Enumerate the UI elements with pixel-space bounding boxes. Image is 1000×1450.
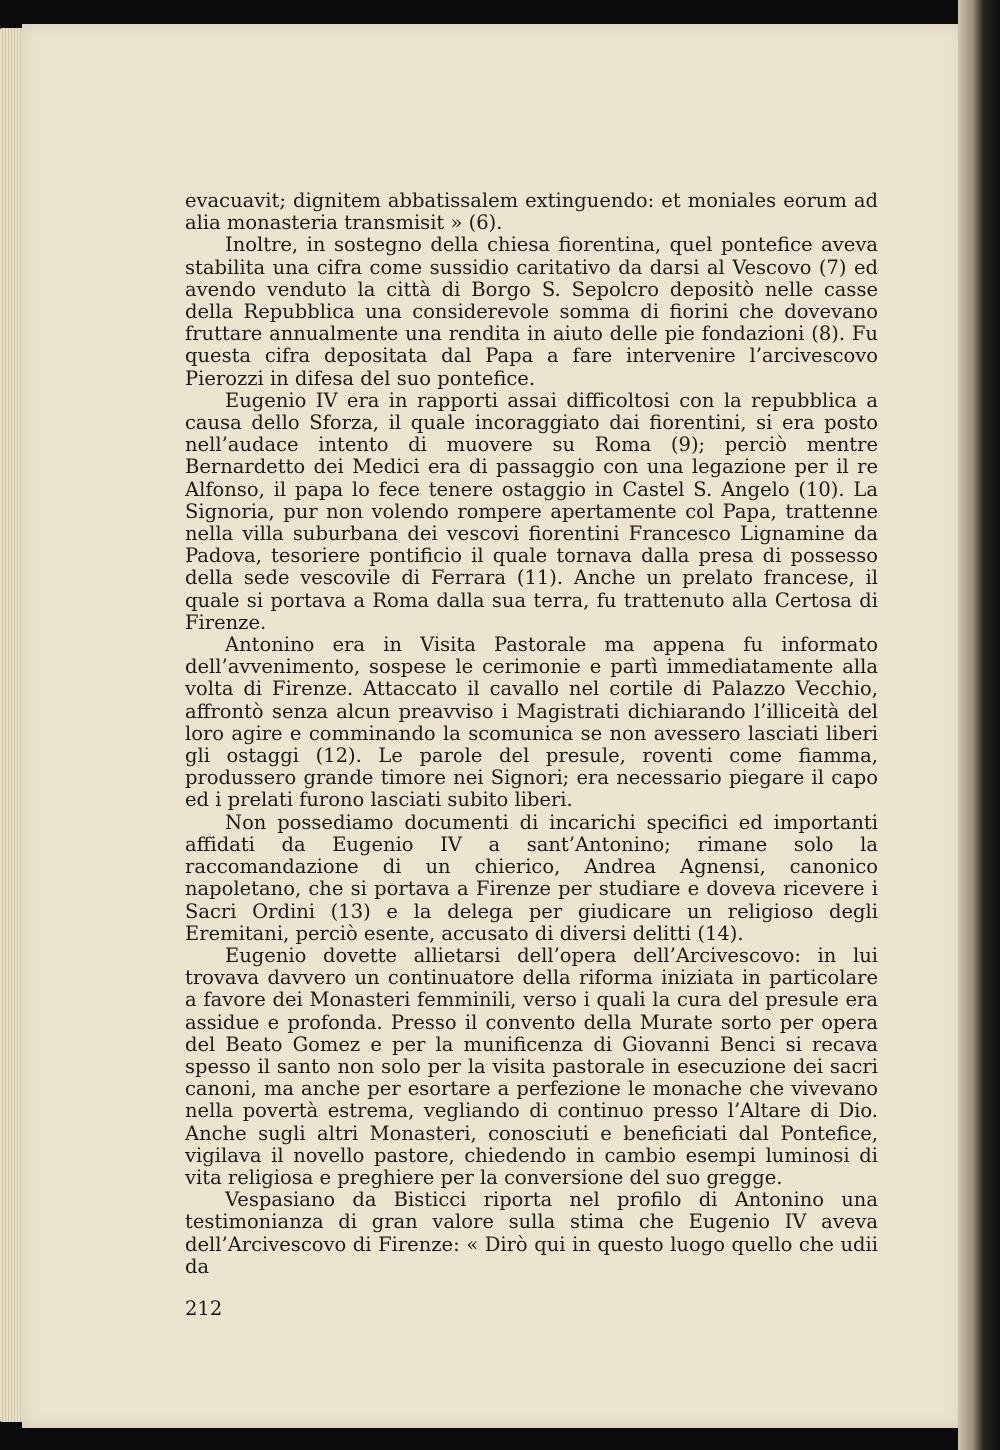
paragraph-continuation: evacuavit; dignitem abbatissalem extinguendo: et moniales eorum ad alia monasteria transmisit » (6). xyxy=(185,189,878,235)
book-binding xyxy=(958,0,1000,1450)
paragraph: Eugenio IV era in rapporti assai difficoltosi con la repubblica a causa dello Sforza, il quale incoraggiato dai fiorentini, si era posto nell’audace intento di muovere su Roma (9); perciò mentre Bernardetto dei Medici era di passaggio con una legazione per il re Alfonso, il papa lo fece tenere ostaggio in Castel S. Angelo (10). La Signoria, pur non volendo rompere apertamente col Papa, trattenne nella villa suburbana dei vescovi fiorentini Francesco Lignamine da Padova, tesoriere pontificio il quale tornava dalla presa di possesso della sede vescovile di Ferrara (11). Anche un prelato francese, il quale si portava a Roma dalla sua terra, fu trattenuto alla Certosa di Firenze. xyxy=(185,388,878,634)
paragraph: Eugenio dovette allietarsi dell’opera dell’Arcivescovo: in lui trovava davvero un continuatore della riforma iniziata in particolare a favore dei Monasteri femminili, verso i quali la cura del presule era assidue e profonda. Presso il convento della Murate sorto per opera del Beato Gomez e per la munificenza di Giovanni Benci si recava spesso il santo non solo per la visita pastorale in esecuzione dei sacri canoni, ma anche per esortare a perfezione le monache che vivevano nella povertà estrema, vegliando di continuo presso l’Altare di Dio. Anche sugli altri Monasteri, conosciuti e beneficiati dal Pontefice, vigilava il novello pastore, chiedendo in cambio esempi luminosi di vita religiosa e preghiere per la conversione del suo gregge. xyxy=(185,943,878,1189)
paragraph: Inoltre, in sostegno della chiesa fiorentina, quel pontefice aveva stabilita una cifra come sussidio caritativo da darsi al Vescovo (7) ed avendo venduto la città di Borgo S. Sepolcro depositò nelle casse della Repubblica una considerevole somma di fiorini che dovevano fruttare annualmente una rendita in aiuto delle pie fondazioni (8). Fu questa cifra depositata dal Papa a fare intervenire l’arcivescovo Pierozzi in difesa del suo pontefice. xyxy=(185,233,878,390)
body-text xyxy=(185,190,878,1278)
paragraph: Non possediamo documenti di incarichi specifici ed importanti affidati da Eugenio IV a sant’Antonino; rimane solo la raccomandazione di un chierico, Andrea Agnensi, canonico napoletano, che si portava a Firenze per studiare e doveva ricevere i Sacri Ordini (13) e la delega per giudicare un religioso degli Eremitani, perciò esente, accusato di diversi delitti (14). xyxy=(185,810,878,945)
paragraph: Vespasiano da Bisticci riporta nel profilo di Antonino una testimonianza di gran valore sulla stima che Eugenio IV aveva dell’Arcivescovo di Firenze: « Dirò qui in questo luogo quello che udii da xyxy=(185,1188,878,1278)
page-number: 212 xyxy=(185,1297,223,1320)
paragraph: Antonino era in Visita Pastorale ma appena fu informato dell’avvenimento, sospese le cerimonie e partì immediatamente alla volta di Firenze. Attaccato il cavallo nel cortile di Palazzo Vecchio, affrontò senza alcun preavviso i Magistrati dichiarando l’illiceità del loro agire e comminando la scomunica se non avessero lasciati liberi gli ostaggi (12). Le parole del presule, roventi come fiamma, produssero grande timore nei Signori; era necessario piegare il capo ed i prelati furono lasciati subito liberi. xyxy=(185,633,878,812)
